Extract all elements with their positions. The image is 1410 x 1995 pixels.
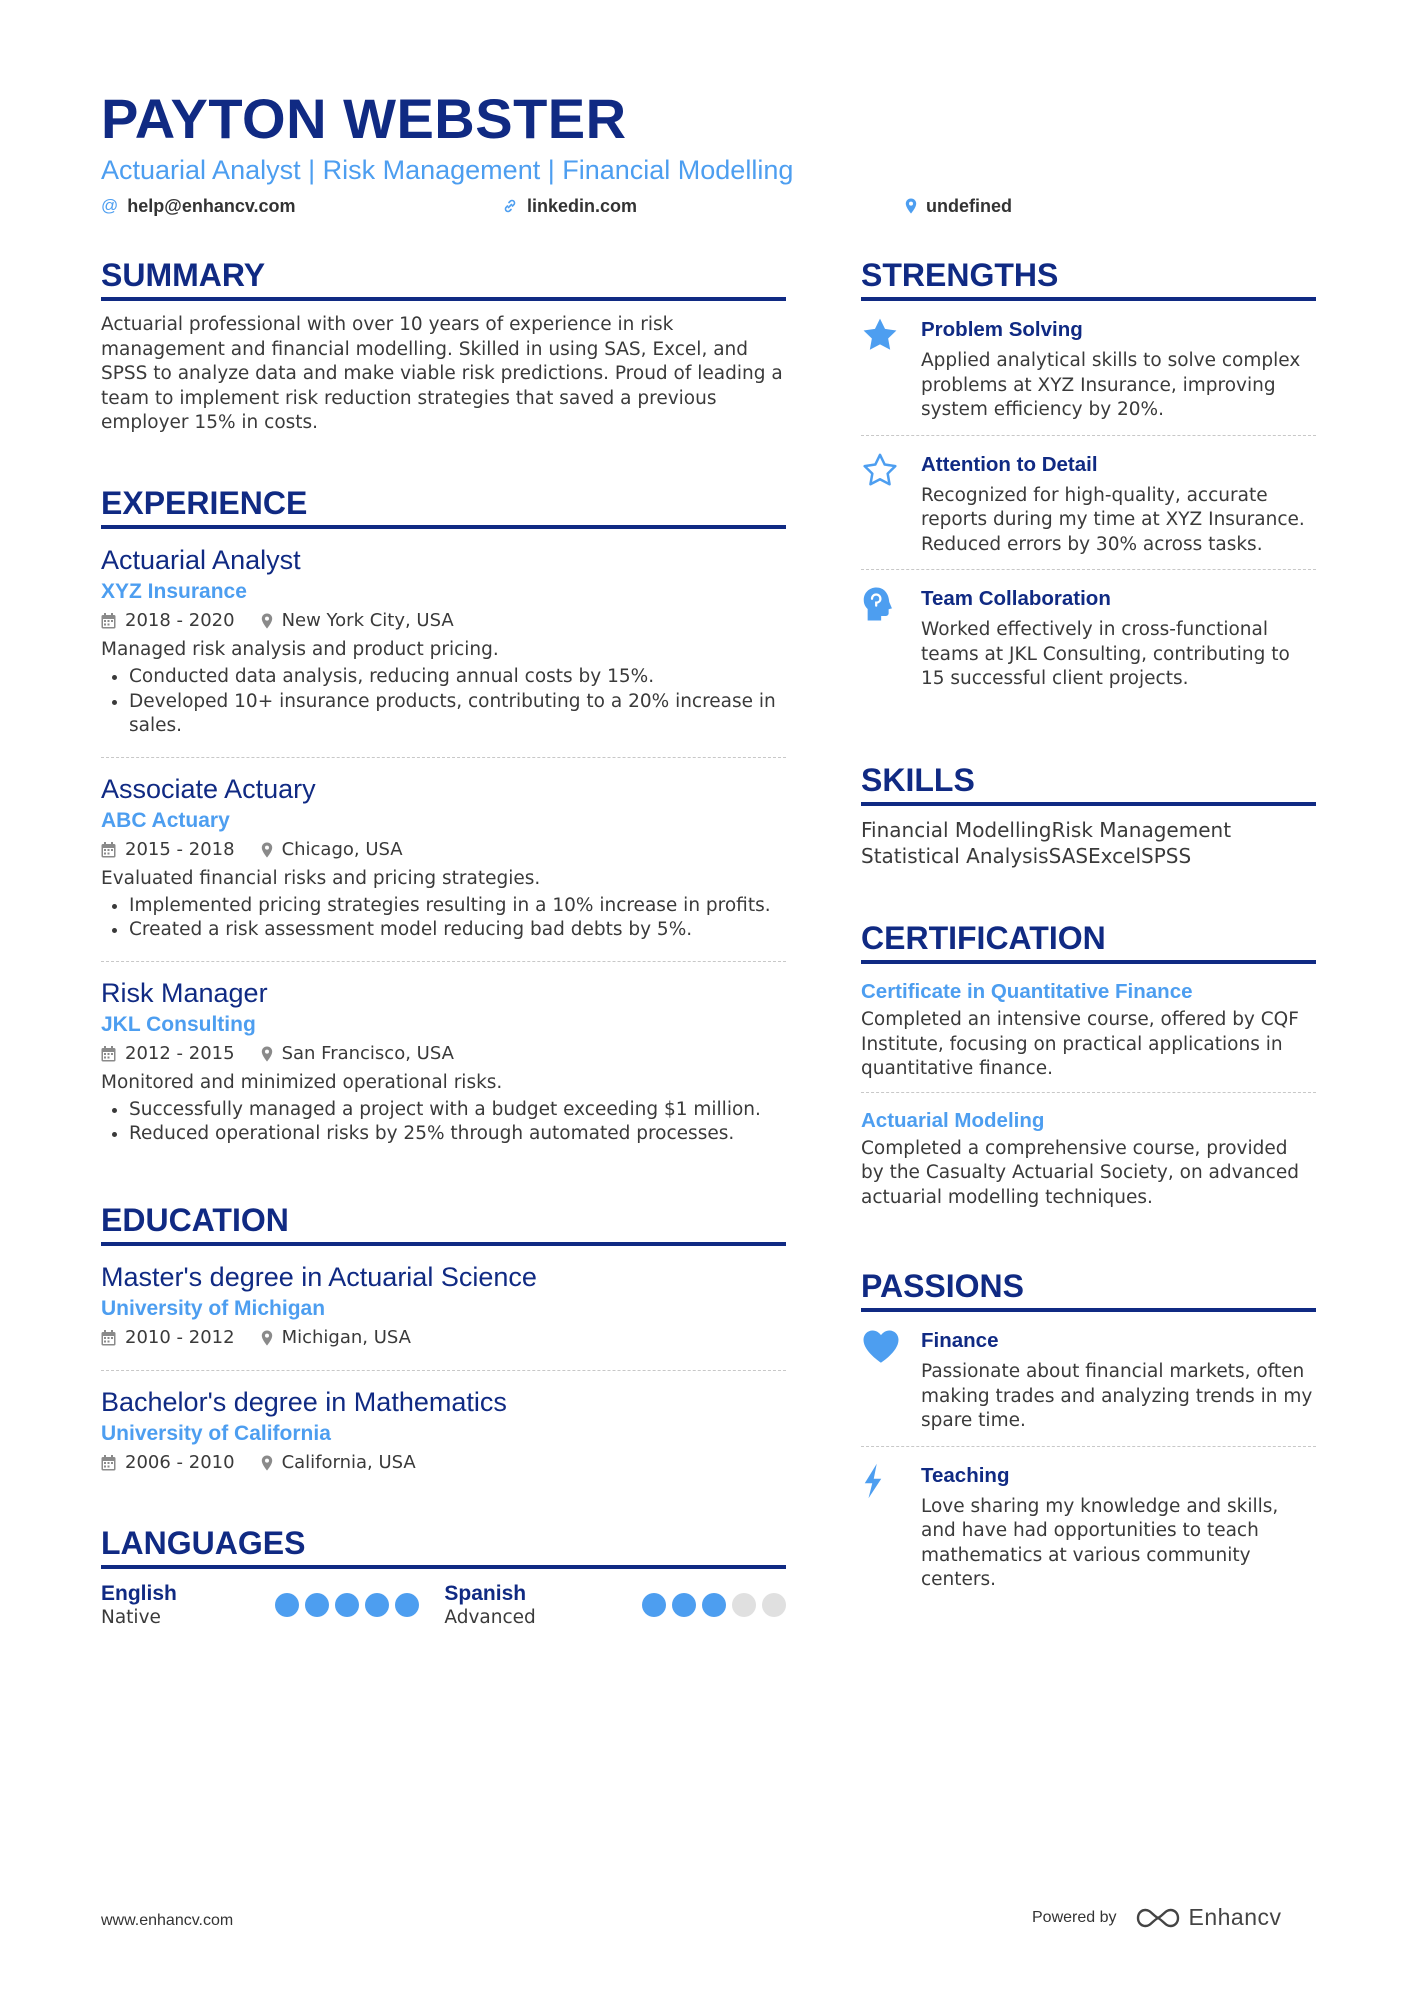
rating-dot-filled xyxy=(672,1593,696,1617)
head-brain-icon xyxy=(861,586,895,622)
language-level: Advanced xyxy=(444,1607,536,1628)
job-dates: 2018 - 2020 xyxy=(125,610,235,631)
summary-section xyxy=(101,255,786,436)
heart-icon xyxy=(861,1328,901,1364)
education-heading: EDUCATION xyxy=(101,1200,786,1246)
calendar-icon xyxy=(101,1330,116,1346)
contact-location xyxy=(905,194,1012,218)
summary-heading: SUMMARY xyxy=(101,255,786,301)
education-dates: 2010 - 2012 xyxy=(125,1327,235,1348)
experience-heading: EXPERIENCE xyxy=(101,483,786,529)
education-section xyxy=(101,1200,786,1495)
job-title: Risk Manager xyxy=(101,977,268,1008)
job-bullet: • Successfully managed a project with a budget exceeding $1 million. xyxy=(129,1098,786,1123)
email-text: help@enhancv.com xyxy=(127,196,296,216)
passion-item xyxy=(861,1312,1316,1447)
education-dates: 2006 - 2010 xyxy=(125,1452,235,1473)
rating-dot-filled xyxy=(275,1593,299,1617)
certification-title: Actuarial Modeling xyxy=(861,1108,1045,1132)
link-icon xyxy=(502,198,518,214)
rating-dot-filled xyxy=(642,1593,666,1617)
certification-item xyxy=(861,1093,1316,1221)
contact-email[interactable] xyxy=(101,194,296,218)
rating-dot-filled xyxy=(305,1593,329,1617)
rating-dot-filled xyxy=(335,1593,359,1617)
passion-title: Finance xyxy=(921,1329,999,1352)
strength-title: Team Collaboration xyxy=(921,587,1111,610)
footer-website[interactable]: www.enhancv.com xyxy=(101,1912,234,1929)
job-bullet: • Reduced operational risks by 25% through automated processes. xyxy=(129,1122,786,1147)
degree-title: Master's degree in Actuarial Science xyxy=(101,1262,537,1292)
education-location: Michigan, USA xyxy=(281,1327,411,1348)
passion-description: Passionate about financial markets, often making trades and analyzing trends in my spare time. xyxy=(921,1361,1313,1431)
strength-title: Problem Solving xyxy=(921,318,1083,341)
certification-title: Certificate in Quantitative Finance xyxy=(861,980,1193,1003)
company-name: ABC Actuary xyxy=(101,808,230,832)
certification-section xyxy=(861,918,1316,1220)
company-name: JKL Consulting xyxy=(101,1012,256,1036)
rating-dot-empty xyxy=(732,1593,756,1617)
strength-item xyxy=(861,570,1316,704)
brand-logo xyxy=(1135,1904,1282,1931)
language-level: Native xyxy=(101,1607,161,1628)
footer-branding[interactable] xyxy=(1032,1904,1282,1931)
calendar-icon xyxy=(101,1046,116,1062)
education-entry xyxy=(101,1246,786,1371)
school-name: University of Michigan xyxy=(101,1297,326,1320)
strength-item xyxy=(861,301,1316,436)
location-pin-icon xyxy=(261,613,273,629)
calendar-icon xyxy=(101,842,116,858)
strength-description: Applied analytical skills to solve complex problems at XYZ Insurance, improving system efficiency by 20%. xyxy=(921,350,1301,420)
location-text: undefined xyxy=(926,196,1012,216)
calendar-icon xyxy=(101,613,116,629)
skills-heading: SKILLS xyxy=(861,760,1316,806)
passions-section xyxy=(861,1266,1316,1605)
job-bullet: • Conducted data analysis, reducing annual costs by 15%. xyxy=(129,665,786,690)
skills-section xyxy=(861,760,1316,869)
job-description: Evaluated financial risks and pricing strategies. xyxy=(101,867,541,889)
strengths-heading: STRENGTHS xyxy=(861,255,1316,301)
job-description: Monitored and minimized operational risks. xyxy=(101,1071,503,1093)
experience-entry xyxy=(101,529,786,758)
language-item xyxy=(444,1581,786,1630)
job-meta xyxy=(101,607,786,635)
job-bullets xyxy=(101,665,786,739)
strength-description: Worked effectively in cross-functional teams at JKL Consulting, contributing to 15 successful client projects. xyxy=(921,619,1290,689)
language-rating xyxy=(642,1593,786,1617)
strengths-section xyxy=(861,255,1316,704)
star-filled-icon xyxy=(861,317,899,353)
job-bullets xyxy=(101,894,786,943)
job-bullet: • Implemented pricing strategies resulting in a 10% increase in profits. xyxy=(129,894,786,919)
strength-description: Recognized for high-quality, accurate reports during my time at XYZ Insurance. Reduced errors by 30% across tasks. xyxy=(921,484,1305,555)
strength-item xyxy=(861,436,1316,571)
company-name: XYZ Insurance xyxy=(101,580,247,603)
job-title: Actuarial Analyst xyxy=(101,545,301,575)
education-entry xyxy=(101,1371,786,1495)
language-rating xyxy=(275,1593,419,1617)
school-name: University of California xyxy=(101,1422,331,1445)
certification-heading: CERTIFICATION xyxy=(861,918,1316,964)
rating-dot-empty xyxy=(762,1593,786,1617)
job-description: Managed risk analysis and product pricing. xyxy=(101,639,499,660)
job-dates: 2015 - 2018 xyxy=(125,838,235,860)
brand-name: Enhancv xyxy=(1188,1904,1282,1930)
strength-title: Attention to Detail xyxy=(921,452,1098,476)
skills-line: Statistical AnalysisSASExcelSPSS xyxy=(861,843,1192,868)
calendar-icon xyxy=(101,1455,116,1471)
skills-list xyxy=(861,818,1316,869)
certification-item xyxy=(861,964,1316,1093)
degree-title: Bachelor's degree in Mathematics xyxy=(101,1387,507,1417)
job-dates: 2012 - 2015 xyxy=(125,1042,235,1064)
job-location: New York City, USA xyxy=(281,610,454,631)
job-location: Chicago, USA xyxy=(281,838,403,860)
passions-heading: PASSIONS xyxy=(861,1266,1316,1312)
certification-description: Completed a comprehensive course, provided by the Casualty Actuarial Society, on advanced actuarial modelling techniques. xyxy=(861,1137,1299,1208)
contact-linkedin[interactable] xyxy=(502,194,637,218)
language-name: Spanish xyxy=(444,1582,527,1605)
lightning-icon xyxy=(861,1463,885,1499)
star-outline-icon xyxy=(861,452,899,488)
location-pin-icon xyxy=(261,842,273,858)
passion-description: Love sharing my knowledge and skills, and have had opportunities to teach mathematics at various community centers. xyxy=(921,1495,1279,1590)
linkedin-text: linkedin.com xyxy=(527,196,638,216)
location-pin-icon xyxy=(905,198,917,214)
languages-list xyxy=(101,1581,786,1630)
job-meta xyxy=(101,1040,786,1068)
job-bullets xyxy=(101,1098,786,1147)
passion-item xyxy=(861,1447,1316,1605)
location-pin-icon xyxy=(261,1330,273,1346)
job-bullet: • Developed 10+ insurance products, contributing to a 20% increase in sales. xyxy=(129,690,786,739)
location-pin-icon xyxy=(261,1046,273,1062)
experience-entry xyxy=(101,758,786,962)
job-meta xyxy=(101,836,786,864)
at-icon: @ xyxy=(101,196,119,215)
job-location: San Francisco, USA xyxy=(281,1042,454,1064)
job-title: Associate Actuary xyxy=(101,773,316,804)
languages-section xyxy=(101,1523,786,1630)
rating-dot-filled xyxy=(395,1593,419,1617)
enhancv-logo-icon xyxy=(1135,1906,1181,1930)
language-item xyxy=(101,1581,419,1630)
certification-description: Completed an intensive course, offered by CQF Institute, focusing on practical applications in quantitative finance. xyxy=(861,1009,1299,1079)
candidate-tagline: Actuarial Analyst | Risk Management | Financial Modelling xyxy=(101,155,794,185)
languages-heading: LANGUAGES xyxy=(101,1523,786,1569)
experience-entry xyxy=(101,962,786,1165)
powered-by-label: Powered by xyxy=(1032,1908,1117,1926)
job-bullet: • Created a risk assessment model reducing bad debts by 5%. xyxy=(129,918,786,943)
education-meta xyxy=(101,1324,786,1352)
education-meta xyxy=(101,1449,786,1477)
language-name: English xyxy=(101,1582,177,1605)
rating-dot-filled xyxy=(365,1593,389,1617)
skills-line: Financial ModellingRisk Management xyxy=(861,818,1232,842)
passion-title: Teaching xyxy=(921,1463,1010,1487)
summary-text: Actuarial professional with over 10 years of experience in risk management and financial modelling. Skilled in using SAS, Excel, and SPSS to analyze data and make viable risk predictions. Proud of leading a team to implement risk reduction strategies that saved a previous employer 15% in costs. xyxy=(101,314,783,433)
candidate-name: PAYTON WEBSTER xyxy=(101,87,627,150)
rating-dot-filled xyxy=(702,1593,726,1617)
experience-section xyxy=(101,483,786,1165)
education-location: California, USA xyxy=(281,1452,416,1473)
location-pin-icon xyxy=(261,1455,273,1471)
